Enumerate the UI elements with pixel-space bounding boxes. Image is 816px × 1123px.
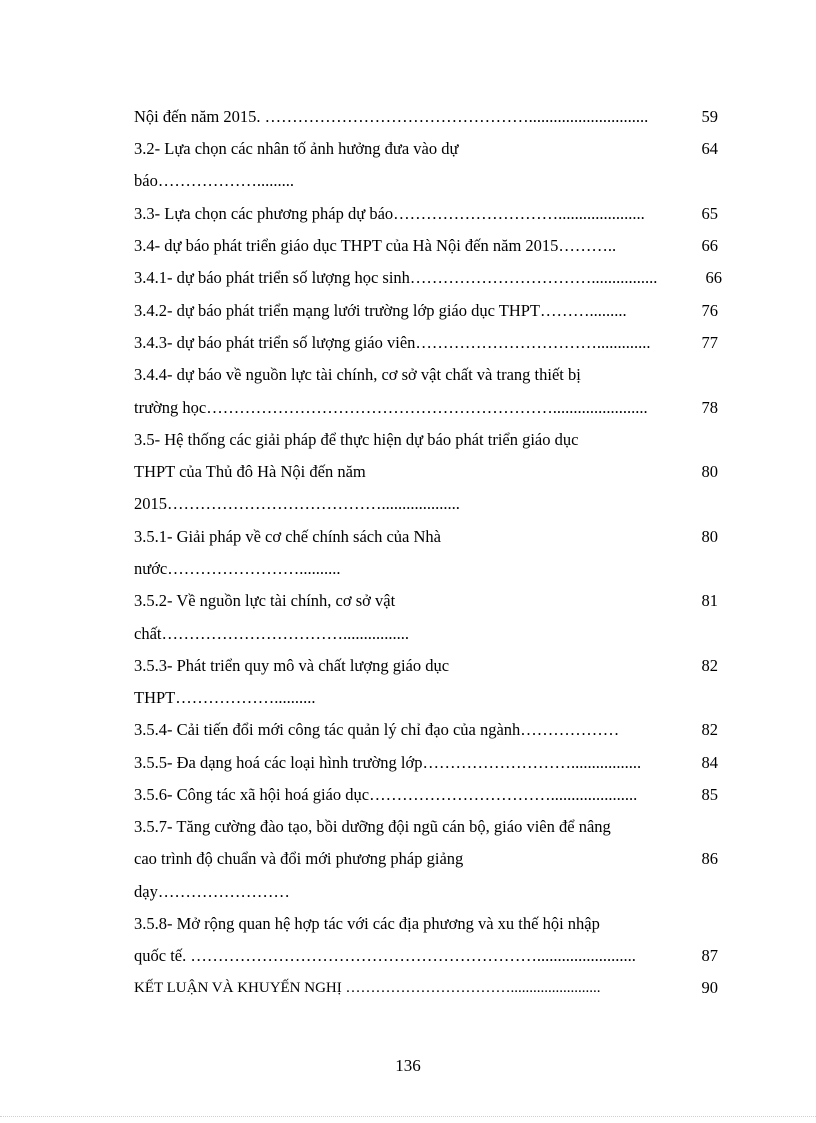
toc-line: cao trình độ chuẩn và đổi mới phương pháp giảng [134, 849, 464, 868]
toc-line: 3.2- Lựa chọn các nhân tố ảnh hưởng đưa vào dự [134, 139, 459, 158]
toc-line: báo………………......... [134, 171, 294, 190]
toc-page: 76 [701, 301, 718, 320]
toc-line: quốc tế. ………………………………………………………........................ [134, 946, 636, 965]
toc-page: 80 [701, 527, 718, 546]
toc-line: 3.5.4- Cải tiến đổi mới công tác quản lý chỉ đạo của ngành……………… [134, 720, 620, 739]
toc-line: 3.5.6- Công tác xã hội hoá giáo dục……………………………..................... [134, 785, 638, 804]
toc-page: 82 [701, 656, 718, 675]
toc-line: 3.4- dự báo phát triển giáo dục THPT của Hà Nội đến năm 2015……….. [134, 236, 617, 255]
toc-line: 3.4.3- dự báo phát triển số lượng giáo viên……………………………............. [134, 333, 651, 352]
toc-line: 3.5.7- Tăng cường đào tạo, bồi dưỡng đội ngũ cán bộ, giáo viên để nâng [134, 817, 611, 836]
toc-line: Nội đến năm 2015. …………………………………………............................. [134, 107, 649, 126]
toc-page: 81 [701, 591, 718, 610]
toc-page: 87 [701, 946, 718, 965]
toc-page: 86 [701, 849, 718, 868]
toc-line: trường học………………………………………………………....................... [134, 398, 648, 417]
page-bottom-rule [0, 1116, 816, 1117]
toc-line: 3.5.2- Về nguồn lực tài chính, cơ sở vật [134, 591, 396, 610]
toc-line: chất……………………………................ [134, 624, 409, 643]
page-number: 136 [395, 1056, 421, 1075]
toc-line: 3.5.8- Mở rộng quan hệ hợp tác với các địa phương và xu thế hội nhập [134, 914, 600, 933]
toc-line: KẾT LUẬN VÀ KHUYẾN NGHỊ ……………………………........................ [134, 980, 601, 996]
toc-line: 3.5.1- Giải pháp về cơ chế chính sách của Nhà [134, 527, 441, 546]
toc-page: 85 [701, 785, 718, 804]
toc-line: THPT của Thủ đô Hà Nội đến năm [134, 462, 366, 481]
toc-page: 64 [701, 139, 718, 158]
toc-page: 84 [701, 753, 718, 772]
toc-line: THPT……………….......... [134, 688, 316, 707]
toc-page: 66 [701, 236, 718, 255]
toc-line: 3.5.5- Đa dạng hoá các loại hình trường lớp………………………................. [134, 753, 642, 772]
toc-line: 3.5- Hệ thống các giải pháp để thực hiện dự báo phát triển giáo dục [134, 430, 579, 449]
toc-line: nước…………………….......... [134, 559, 341, 578]
toc-page: 82 [701, 720, 718, 739]
toc-line: 2015…………………………………................... [134, 494, 460, 513]
toc-page: 66 [705, 268, 722, 287]
toc-line: 3.4.1- dự báo phát triển số lượng học sinh……………………………................ [134, 268, 658, 287]
toc-page: 78 [701, 398, 718, 417]
toc-page: 77 [701, 333, 718, 352]
toc-page: 90 [701, 978, 718, 997]
toc-line: dạy…………………… [134, 882, 290, 901]
toc-line: 3.4.2- dự báo phát triển mạng lưới trường lớp giáo dục THPT………......... [134, 301, 627, 320]
toc-page: 65 [701, 204, 718, 223]
toc-line: 3.5.3- Phát triển quy mô và chất lượng giáo dục [134, 656, 450, 675]
toc-line: 3.4.4- dự báo về nguồn lực tài chính, cơ sở vật chất và trang thiết bị [134, 365, 581, 384]
toc-line: 3.3- Lựa chọn các phương pháp dự báo…………………………..................... [134, 204, 645, 223]
toc-page: 59 [701, 107, 718, 126]
toc-page: 80 [701, 462, 718, 481]
